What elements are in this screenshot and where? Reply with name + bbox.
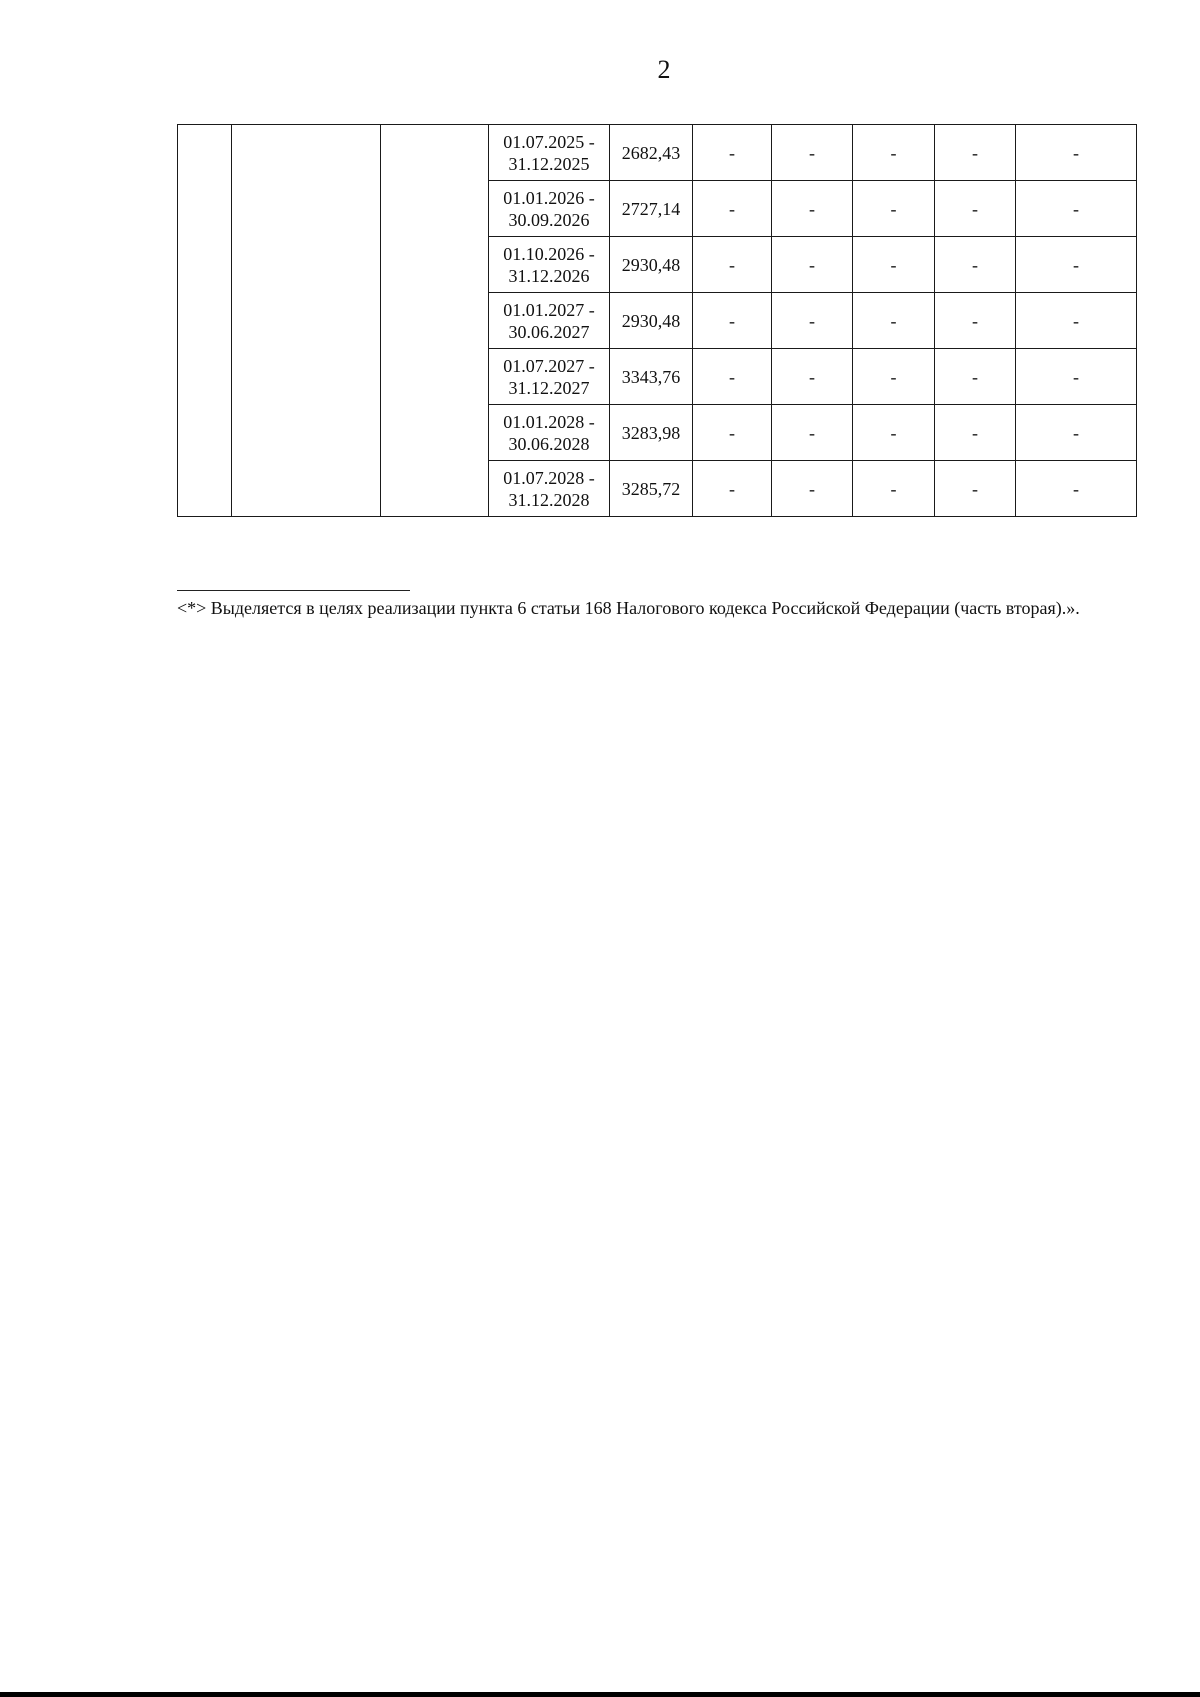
period-cell: 01.01.2027 - 30.06.2027 <box>489 293 610 349</box>
dash-cell: - <box>1016 349 1137 405</box>
dash-cell: - <box>935 293 1016 349</box>
dash-cell: - <box>693 293 772 349</box>
footnote-divider <box>177 590 410 591</box>
page-number: 2 <box>657 55 671 84</box>
period-cell: 01.07.2028 - 31.12.2028 <box>489 461 610 517</box>
scan-bottom-edge <box>0 1692 1200 1697</box>
value-cell: 3285,72 <box>610 461 693 517</box>
value-cell: 3343,76 <box>610 349 693 405</box>
dash-cell: - <box>1016 405 1137 461</box>
dash-cell: - <box>935 181 1016 237</box>
dash-cell: - <box>772 293 853 349</box>
dash-cell: - <box>853 125 935 181</box>
dash-cell: - <box>693 237 772 293</box>
table-row <box>178 125 1137 181</box>
dash-cell: - <box>1016 237 1137 293</box>
period-cell: 01.07.2027 - 31.12.2027 <box>489 349 610 405</box>
dash-cell: - <box>1016 125 1137 181</box>
dash-cell: - <box>693 125 772 181</box>
dash-cell: - <box>935 349 1016 405</box>
value-cell: 2930,48 <box>610 293 693 349</box>
dash-cell: - <box>853 349 935 405</box>
value-cell: 2682,43 <box>610 125 693 181</box>
dash-cell: - <box>772 181 853 237</box>
footnote-text: <*> Выделяется в целях реализации пункта 6 статьи 168 Налогового кодекса Российской Федерации (часть вторая).». <box>177 598 1080 618</box>
tariff-table <box>177 124 1137 517</box>
dash-cell: - <box>1016 181 1137 237</box>
dash-cell: - <box>935 237 1016 293</box>
dash-cell: - <box>693 461 772 517</box>
dash-cell: - <box>693 349 772 405</box>
value-cell: 2930,48 <box>610 237 693 293</box>
value-cell: 3283,98 <box>610 405 693 461</box>
period-cell: 01.10.2026 - 31.12.2026 <box>489 237 610 293</box>
period-cell: 01.01.2028 - 30.06.2028 <box>489 405 610 461</box>
empty-merged-cell-2 <box>232 125 381 517</box>
empty-merged-cell-3 <box>381 125 489 517</box>
dash-cell: - <box>853 293 935 349</box>
value-cell: 2727,14 <box>610 181 693 237</box>
dash-cell: - <box>693 405 772 461</box>
dash-cell: - <box>1016 293 1137 349</box>
dash-cell: - <box>853 405 935 461</box>
dash-cell: - <box>772 349 853 405</box>
dash-cell: - <box>772 405 853 461</box>
dash-cell: - <box>693 181 772 237</box>
dash-cell: - <box>853 461 935 517</box>
period-cell: 01.01.2026 - 30.09.2026 <box>489 181 610 237</box>
dash-cell: - <box>853 237 935 293</box>
dash-cell: - <box>853 181 935 237</box>
dash-cell: - <box>935 405 1016 461</box>
dash-cell: - <box>772 237 853 293</box>
period-cell: 01.07.2025 - 31.12.2025 <box>489 125 610 181</box>
dash-cell: - <box>772 125 853 181</box>
dash-cell: - <box>772 461 853 517</box>
dash-cell: - <box>935 461 1016 517</box>
empty-merged-cell-1 <box>178 125 232 517</box>
dash-cell: - <box>1016 461 1137 517</box>
dash-cell: - <box>935 125 1016 181</box>
